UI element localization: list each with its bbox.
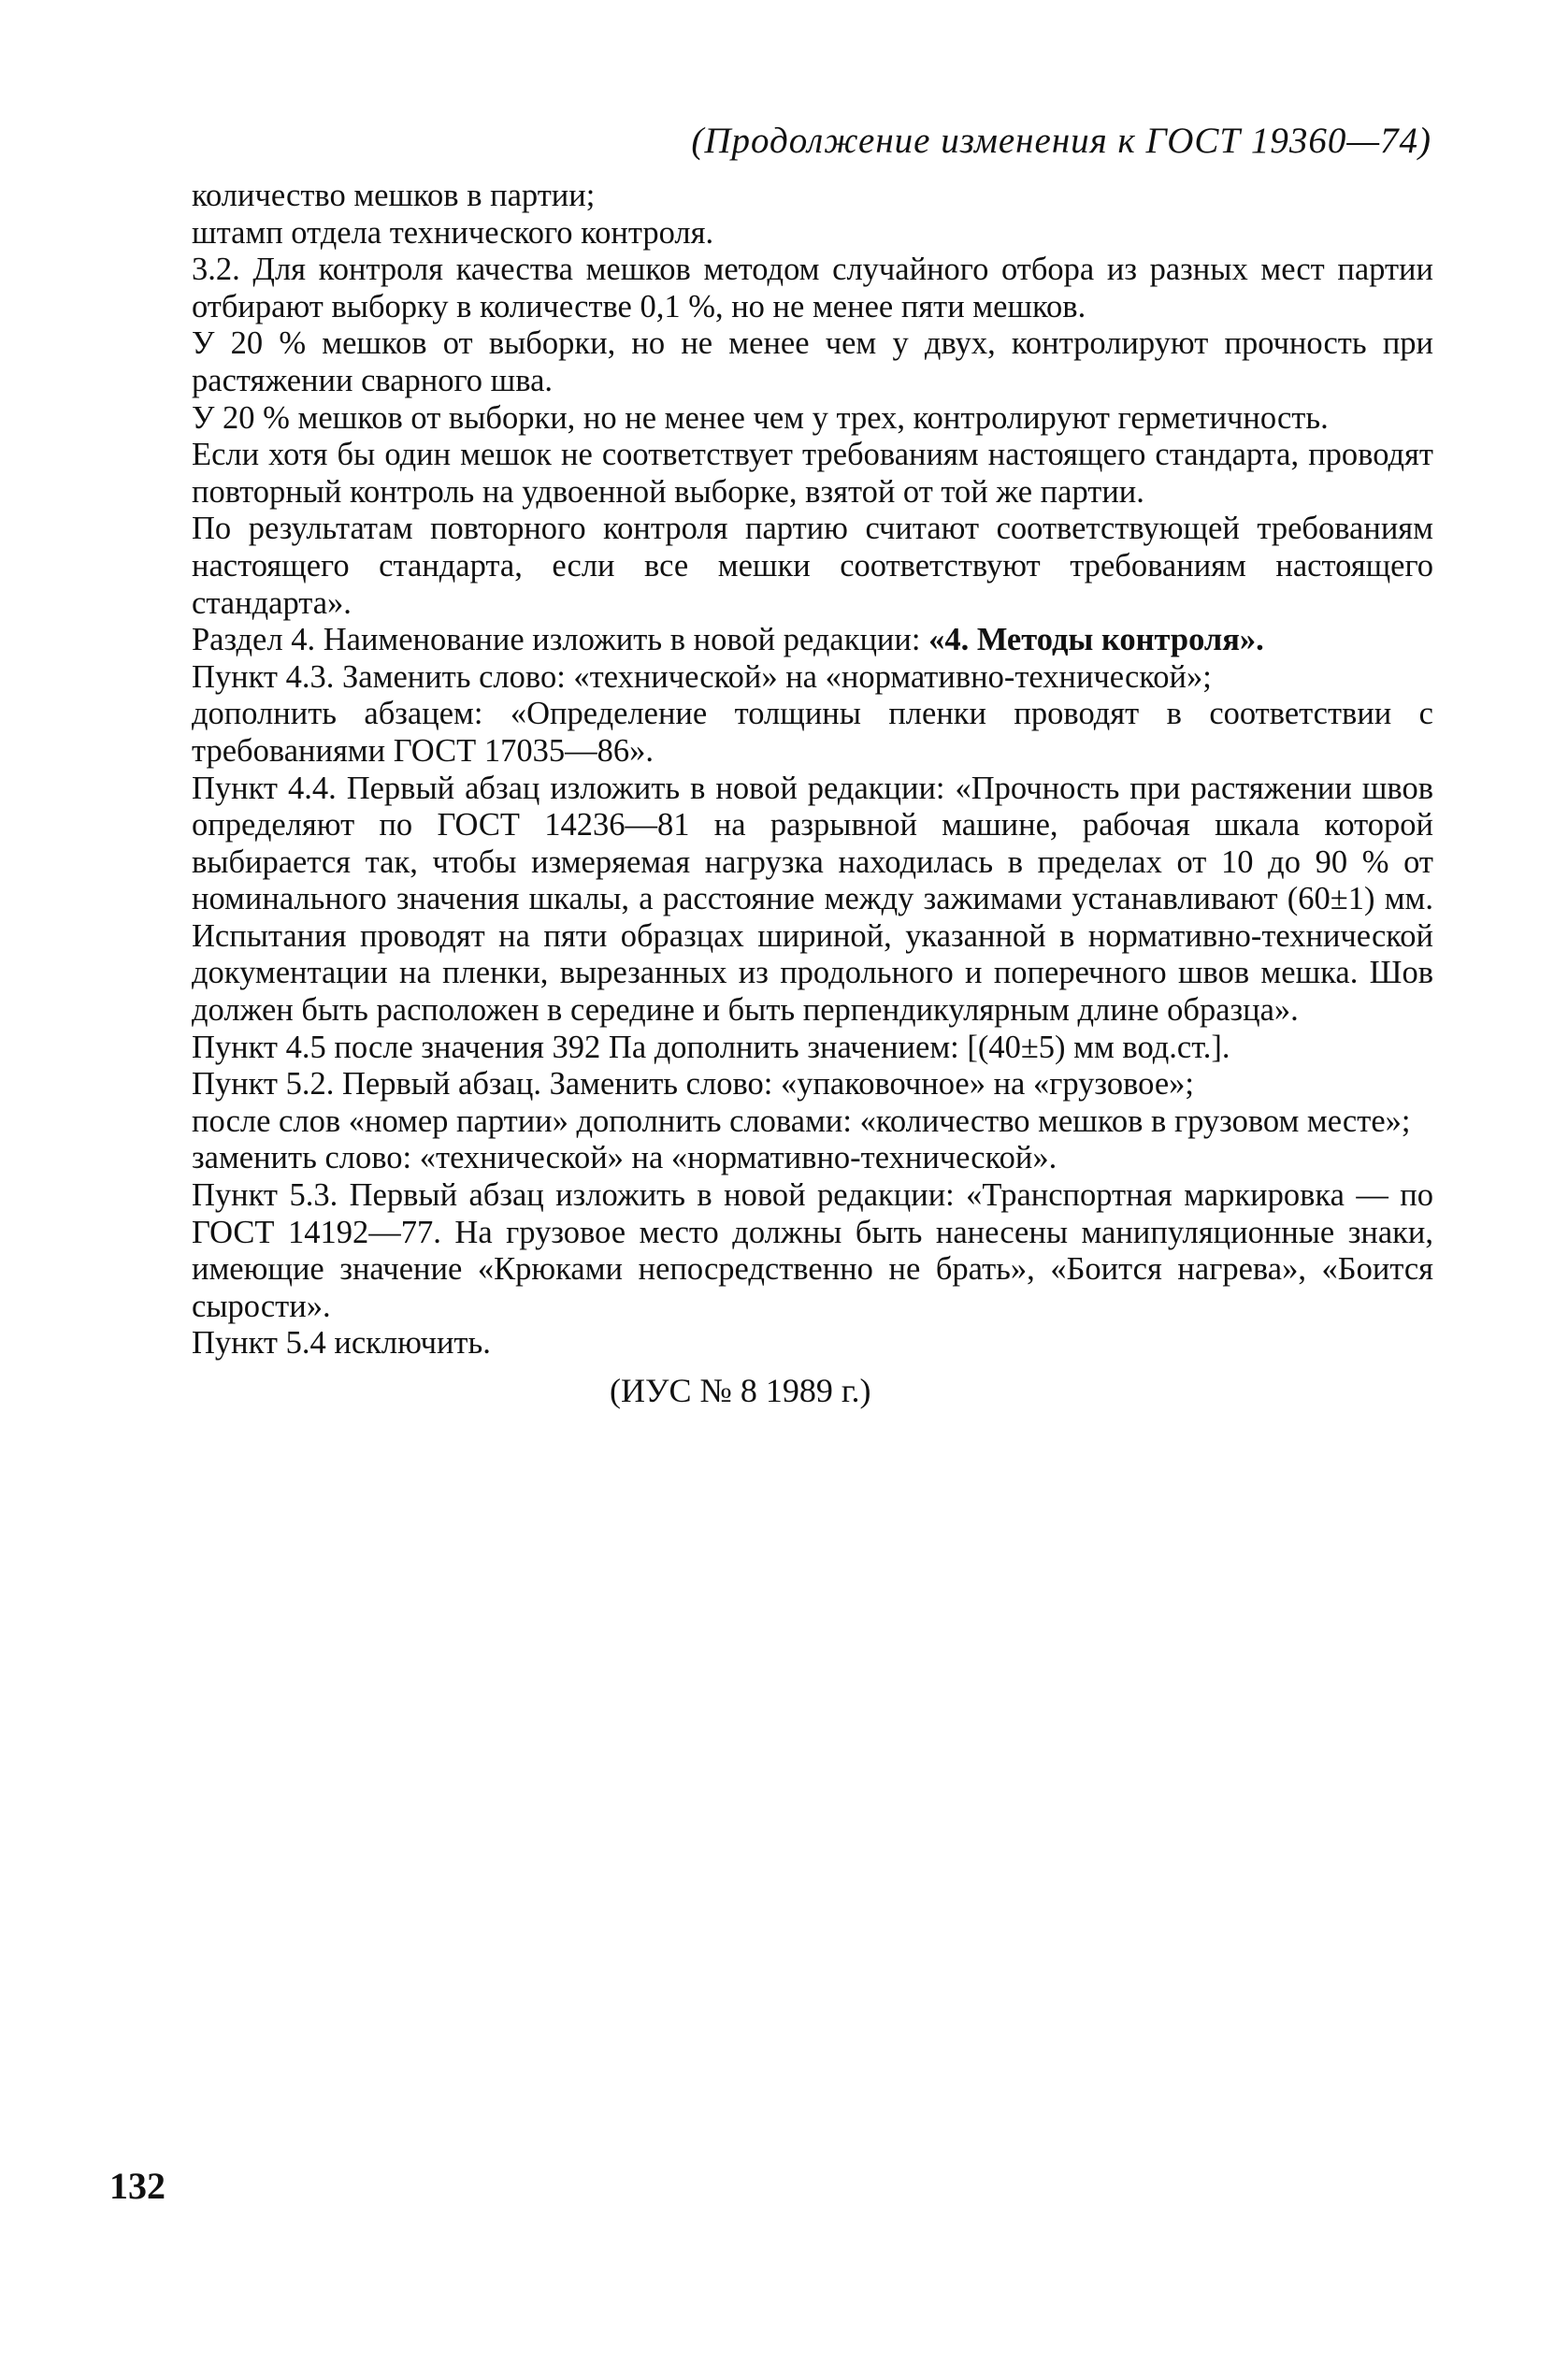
paragraph: после слов «номер партии» дополнить словами: «количество мешков в грузовом месте»; — [192, 1103, 1411, 1139]
paragraph: Пункт 5.3. Первый абзац изложить в новой редакции: «Транспортная маркировка — по ГОСТ 14192—77. На грузовое место должны быть нанесены манипуляционные знаки, имеющие значение «Крюками непосредственно не брать», «Боится нагрева», «Боится сырости». — [192, 1177, 1433, 1324]
running-header: (Продолжение изменения к ГОСТ 19360—74) — [691, 121, 1431, 161]
paragraph: Пункт 5.2. Первый абзац. Заменить слово: «упаковочное» на «грузовое»; — [192, 1066, 1194, 1103]
paragraph: Пункт 4.5 после значения 392 Па дополнить значением: [(40±5) мм вод.ст.]. — [192, 1029, 1230, 1065]
paragraph: У 20 % мешков от выборки, но не менее чем у трех, контролируют герметичность. — [192, 399, 1329, 436]
section-4-paragraph — [192, 622, 1433, 659]
section-4-title: «4. Методы контроля». — [928, 622, 1264, 658]
paragraph: количество мешков в партии; — [192, 178, 596, 213]
paragraph: У 20 % мешков от выборки, но не менее чем у двух, контролируют прочность при растяжении сварного шва. — [192, 325, 1433, 398]
source-note: (ИУС № 8 1989 г.) — [610, 1372, 871, 1409]
paragraph: дополнить абзацем: «Определение толщины пленки проводят в соответствии с требованиями ГОСТ 17035—86». — [192, 696, 1433, 769]
paragraph: Если хотя бы один мешок не соответствует требованиям настоящего стандарта, проводят повторный контроль на удвоенной выборке, взятой от той же партии. — [192, 437, 1433, 510]
paragraph: штамп отдела технического контроля. — [192, 214, 714, 251]
section-4-text: Раздел 4. Наименование изложить в новой редакции: — [192, 622, 929, 658]
paragraph: Пункт 5.4 исключить. — [192, 1325, 491, 1362]
paragraph: заменить слово: «технической» на «нормативно-технической». — [192, 1140, 1057, 1176]
document-body — [192, 178, 1433, 1362]
paragraph: Пункт 4.4. Первый абзац изложить в новой редакции: «Прочность при растяжении швов определяют по ГОСТ 14236—81 на разрывной машине, рабочая шкала которой выбирается так, чтобы измеряемая нагрузка находилась в пределах от 10 до 90 % от номинального значения шкалы, а расстояние между зажимами устанавливают (60±1) мм. Испытания проводят на пяти образцах шириной, указанной в нормативно-технической документации на пленки, вырезанных из продольного и поперечного швов мешка. Шов должен быть расположен в середине и быть перпендикулярным длине образца». — [192, 770, 1433, 1029]
paragraph: По результатам повторного контроля партию считают соответствующей требованиям настоящего стандарта, если все мешки соответствуют требованиям настоящего стандарта». — [192, 511, 1433, 621]
paragraph: Пункт 4.3. Заменить слово: «технической» на «нормативно-технической»; — [192, 658, 1212, 695]
page-number: 132 — [109, 2165, 165, 2207]
paragraph: 3.2. Для контроля качества мешков методом случайного отбора из разных мест партии отбирают выборку в количестве 0,1 %, но не менее пяти мешков. — [192, 252, 1433, 324]
